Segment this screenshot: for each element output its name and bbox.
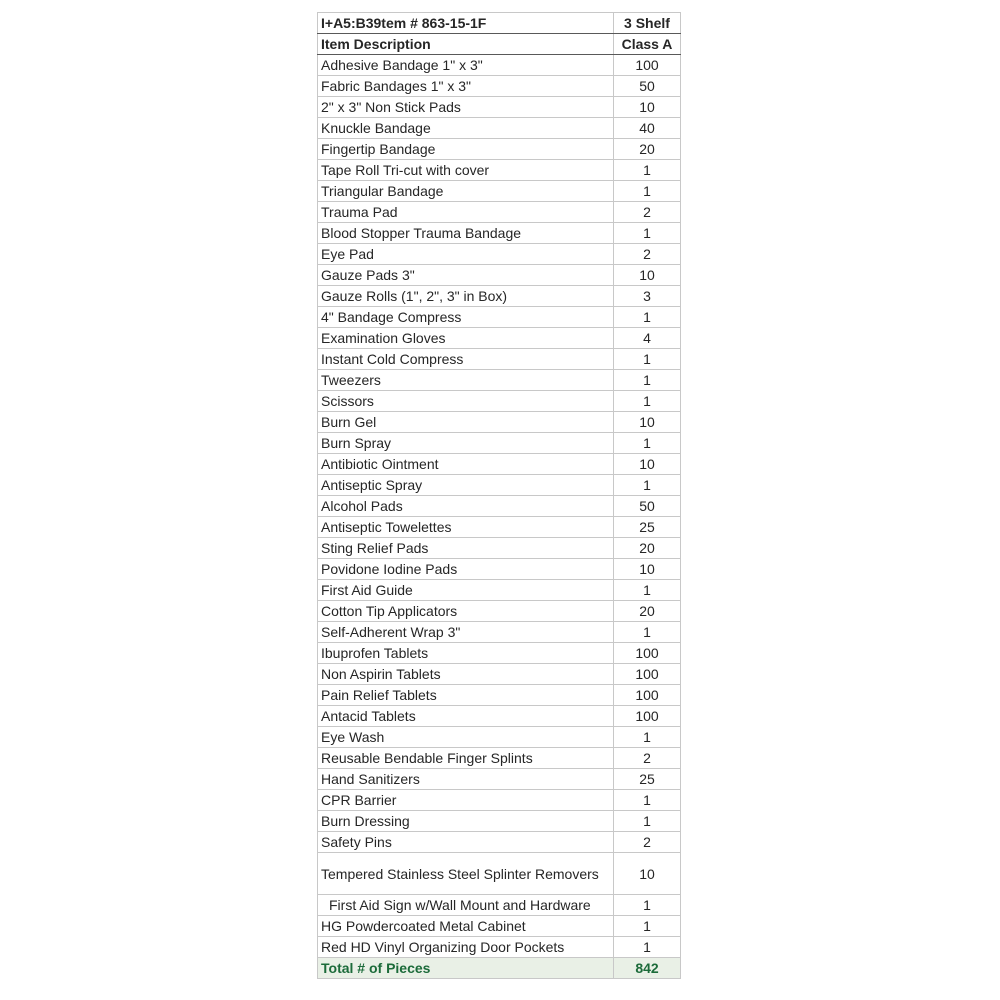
table-row [318, 769, 681, 790]
item-description-cell: Antacid Tablets [318, 706, 614, 727]
table-row [318, 601, 681, 622]
table-row [318, 118, 681, 139]
table-row [318, 76, 681, 97]
quantity-cell: 25 [614, 517, 681, 538]
first-aid-kit-contents-table [317, 12, 681, 979]
quantity-cell: 100 [614, 664, 681, 685]
quantity-cell: 10 [614, 97, 681, 118]
item-description-cell: Hand Sanitizers [318, 769, 614, 790]
column-header-row [318, 34, 681, 55]
item-description-cell: Gauze Pads 3" [318, 265, 614, 286]
quantity-cell: 100 [614, 55, 681, 76]
table-row [318, 580, 681, 601]
quantity-cell: 1 [614, 790, 681, 811]
quantity-cell: 1 [614, 916, 681, 937]
item-description-cell: Sting Relief Pads [318, 538, 614, 559]
quantity-cell: 1 [614, 391, 681, 412]
table-row [318, 832, 681, 853]
item-description-cell: Trauma Pad [318, 202, 614, 223]
table-body [318, 55, 681, 958]
item-description-cell: Knuckle Bandage [318, 118, 614, 139]
quantity-cell: 1 [614, 307, 681, 328]
item-description-cell: Fingertip Bandage [318, 139, 614, 160]
item-description-cell: Instant Cold Compress [318, 349, 614, 370]
item-description-header-cell: Item Description [318, 34, 614, 55]
item-description-cell: Alcohol Pads [318, 496, 614, 517]
quantity-cell: 1 [614, 475, 681, 496]
quantity-cell: 20 [614, 601, 681, 622]
kit-item-number-cell: I+A5:B39tem # 863-15-1F [318, 13, 614, 34]
item-description-cell: Self-Adherent Wrap 3" [318, 622, 614, 643]
quantity-cell: 2 [614, 244, 681, 265]
quantity-cell: 1 [614, 580, 681, 601]
table-row [318, 559, 681, 580]
quantity-cell: 1 [614, 349, 681, 370]
table-row [318, 454, 681, 475]
item-description-cell: Gauze Rolls (1", 2", 3" in Box) [318, 286, 614, 307]
quantity-cell: 50 [614, 76, 681, 97]
item-description-cell: Fabric Bandages 1" x 3" [318, 76, 614, 97]
table-row [318, 643, 681, 664]
table-row [318, 349, 681, 370]
item-description-cell: Tempered Stainless Steel Splinter Removers [318, 853, 614, 895]
quantity-cell: 1 [614, 811, 681, 832]
table-row [318, 853, 681, 895]
table-row [318, 139, 681, 160]
quantity-cell: 25 [614, 769, 681, 790]
table-row [318, 496, 681, 517]
quantity-cell: 10 [614, 559, 681, 580]
item-description-cell: Scissors [318, 391, 614, 412]
quantity-cell: 2 [614, 832, 681, 853]
quantity-cell: 1 [614, 937, 681, 958]
item-description-cell: Safety Pins [318, 832, 614, 853]
quantity-cell: 20 [614, 139, 681, 160]
table-row [318, 727, 681, 748]
item-description-cell: First Aid Sign w/Wall Mount and Hardware [318, 895, 614, 916]
item-description-cell: Eye Pad [318, 244, 614, 265]
quantity-cell: 2 [614, 748, 681, 769]
item-description-cell: 2" x 3" Non Stick Pads [318, 97, 614, 118]
table-row [318, 202, 681, 223]
item-description-cell: Blood Stopper Trauma Bandage [318, 223, 614, 244]
quantity-cell: 1 [614, 370, 681, 391]
item-description-cell: Examination Gloves [318, 328, 614, 349]
table-row [318, 811, 681, 832]
table-row [318, 97, 681, 118]
item-description-cell: Non Aspirin Tablets [318, 664, 614, 685]
quantity-cell: 100 [614, 706, 681, 727]
table-row [318, 265, 681, 286]
quantity-cell: 1 [614, 433, 681, 454]
quantity-cell: 1 [614, 223, 681, 244]
item-description-cell: Reusable Bendable Finger Splints [318, 748, 614, 769]
quantity-cell: 10 [614, 853, 681, 895]
total-value-cell: 842 [614, 958, 681, 979]
item-description-cell: Red HD Vinyl Organizing Door Pockets [318, 937, 614, 958]
table-row [318, 748, 681, 769]
quantity-cell: 3 [614, 286, 681, 307]
table-row [318, 307, 681, 328]
item-description-cell: Ibuprofen Tablets [318, 643, 614, 664]
table-row [318, 685, 681, 706]
quantity-cell: 100 [614, 643, 681, 664]
table-row [318, 328, 681, 349]
item-description-cell: Antiseptic Spray [318, 475, 614, 496]
table-row [318, 517, 681, 538]
table-row [318, 181, 681, 202]
shelf-type-cell: 3 Shelf [614, 13, 681, 34]
total-label-cell: Total # of Pieces [318, 958, 614, 979]
item-description-cell: Eye Wash [318, 727, 614, 748]
quantity-cell: 1 [614, 895, 681, 916]
table-row [318, 391, 681, 412]
quantity-cell: 1 [614, 727, 681, 748]
item-description-cell: Povidone Iodine Pads [318, 559, 614, 580]
table-row [318, 55, 681, 76]
quantity-cell: 1 [614, 181, 681, 202]
quantity-cell: 10 [614, 412, 681, 433]
quantity-cell: 20 [614, 538, 681, 559]
item-description-cell: HG Powdercoated Metal Cabinet [318, 916, 614, 937]
title-row [318, 13, 681, 34]
table-row [318, 412, 681, 433]
table-row [318, 706, 681, 727]
table-row [318, 622, 681, 643]
table-row [318, 244, 681, 265]
table-row [318, 937, 681, 958]
quantity-cell: 1 [614, 622, 681, 643]
total-row [318, 958, 681, 979]
item-description-cell: CPR Barrier [318, 790, 614, 811]
table-row [318, 475, 681, 496]
item-description-cell: First Aid Guide [318, 580, 614, 601]
item-description-cell: Tweezers [318, 370, 614, 391]
quantity-cell: 40 [614, 118, 681, 139]
item-description-cell: Tape Roll Tri-cut with cover [318, 160, 614, 181]
item-description-cell: Burn Gel [318, 412, 614, 433]
table-row [318, 895, 681, 916]
item-description-cell: 4" Bandage Compress [318, 307, 614, 328]
table-row [318, 538, 681, 559]
quantity-cell: 2 [614, 202, 681, 223]
table-row [318, 370, 681, 391]
quantity-cell: 100 [614, 685, 681, 706]
item-description-cell: Antiseptic Towelettes [318, 517, 614, 538]
item-description-cell: Burn Dressing [318, 811, 614, 832]
quantity-cell: 4 [614, 328, 681, 349]
item-description-cell: Antibiotic Ointment [318, 454, 614, 475]
item-description-cell: Pain Relief Tablets [318, 685, 614, 706]
table-row [318, 160, 681, 181]
table-row [318, 916, 681, 937]
table-row [318, 664, 681, 685]
table-row [318, 433, 681, 454]
quantity-cell: 50 [614, 496, 681, 517]
table-row [318, 790, 681, 811]
table-row [318, 223, 681, 244]
item-description-cell: Triangular Bandage [318, 181, 614, 202]
quantity-cell: 10 [614, 265, 681, 286]
item-description-cell: Cotton Tip Applicators [318, 601, 614, 622]
item-description-cell: Adhesive Bandage 1" x 3" [318, 55, 614, 76]
quantity-cell: 10 [614, 454, 681, 475]
item-description-cell: Burn Spray [318, 433, 614, 454]
quantity-cell: 1 [614, 160, 681, 181]
class-a-header-cell: Class A [614, 34, 681, 55]
table-row [318, 286, 681, 307]
